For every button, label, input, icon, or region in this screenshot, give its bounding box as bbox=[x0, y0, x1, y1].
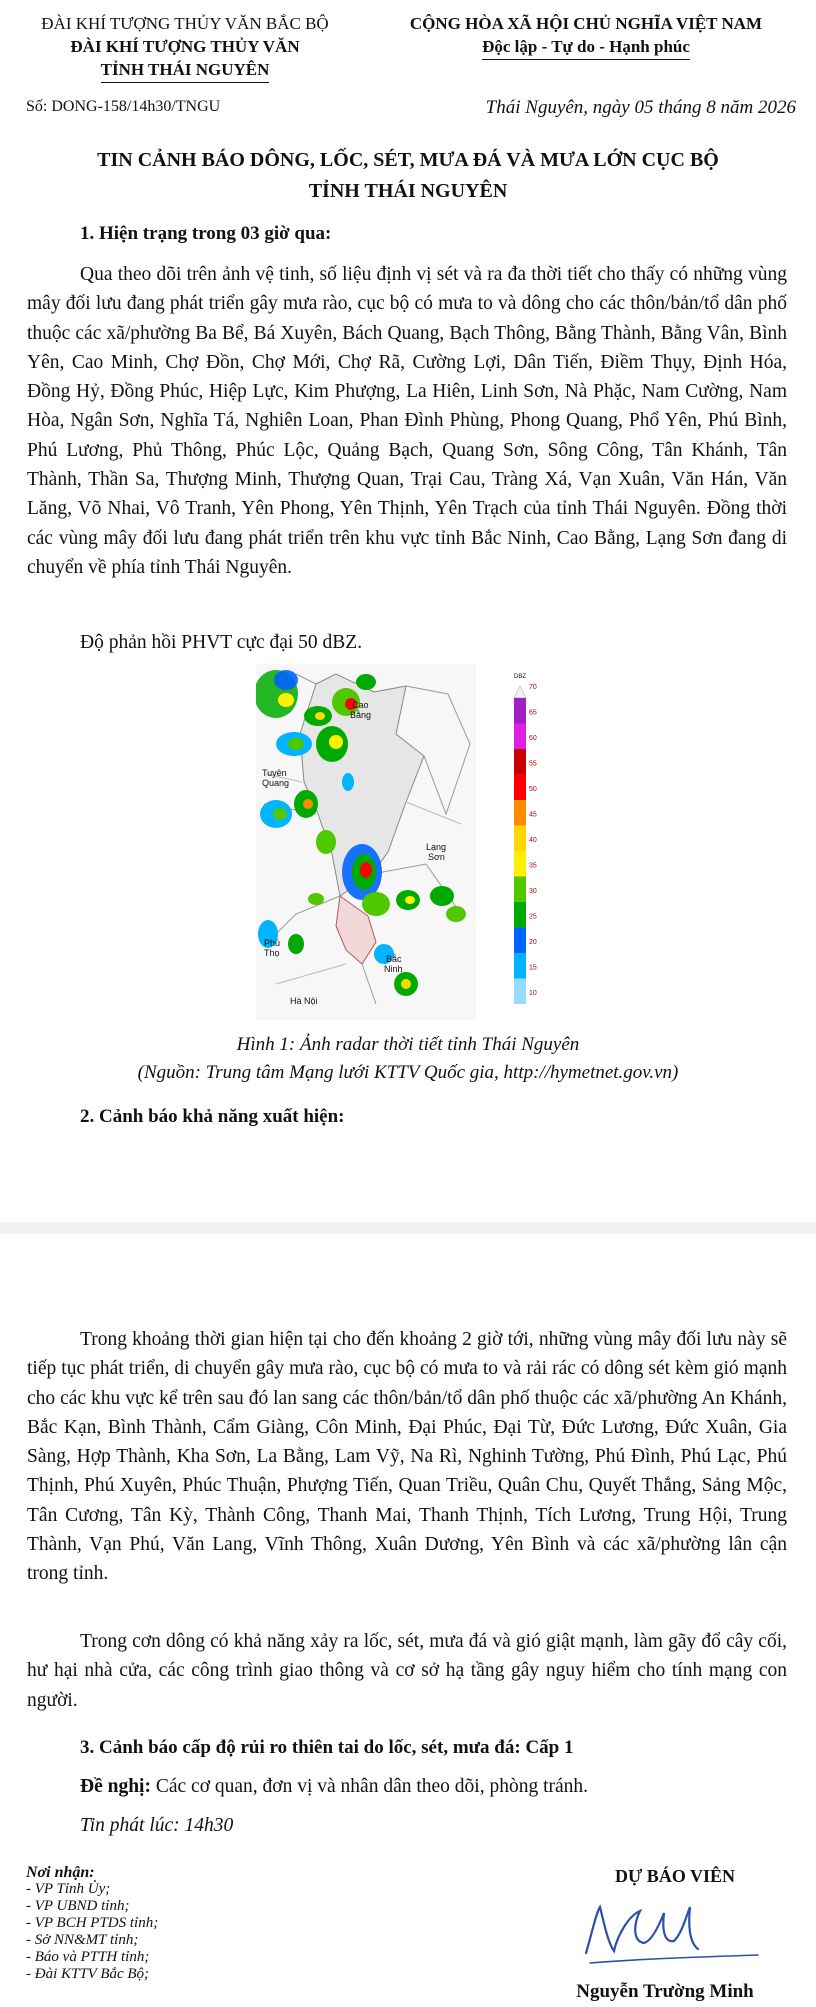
national-header bbox=[364, 12, 808, 60]
scale-label: 15 bbox=[529, 964, 537, 972]
scale-label: 35 bbox=[529, 862, 537, 870]
signature bbox=[578, 1893, 768, 1973]
label-phu-tho-1: Phú bbox=[264, 938, 281, 948]
label-lang-son-2: Sơn bbox=[428, 852, 445, 862]
scale-label: 55 bbox=[529, 760, 537, 768]
issuer-block bbox=[8, 12, 362, 83]
scale-unit: DBZ bbox=[514, 674, 526, 680]
figure-caption: Hình 1: Ảnh radar thời tiết tỉnh Thái Nguyên bbox=[236, 1034, 580, 1055]
recipient-item: - VP BCH PTDS tỉnh; bbox=[26, 1915, 159, 1931]
scale-swatch bbox=[514, 749, 526, 775]
recipients-label: Nơi nhận: bbox=[26, 1864, 95, 1881]
scale-label: 25 bbox=[529, 913, 537, 921]
forecaster-title: DỰ BÁO VIÊN bbox=[614, 1866, 735, 1886]
section2-paragraph2: Trong cơn dông có khả năng xảy ra lốc, sét, mưa đá và gió giật mạnh, làm gãy đổ cây cối, hư hại nhà cửa, các công trình giao thông và cơ sở hạ tầng gây nguy hiểm cho tính mạng con người. bbox=[27, 1631, 787, 1711]
scale-label: 30 bbox=[529, 888, 537, 895]
scale-label: 60 bbox=[529, 735, 537, 742]
scale-label: 50 bbox=[529, 786, 537, 793]
scale-swatch bbox=[514, 698, 526, 724]
scale-swatch bbox=[514, 928, 526, 954]
recipient-item: - Báo và PTTH tỉnh; bbox=[26, 1949, 150, 1965]
scale-swatch bbox=[514, 775, 526, 801]
document-title bbox=[0, 145, 816, 207]
section2-heading: 2. Cảnh báo khả năng xuất hiện: bbox=[80, 1106, 345, 1127]
scale-swatch bbox=[514, 851, 526, 877]
scale-label: 20 bbox=[529, 939, 537, 946]
recommendation bbox=[80, 1776, 588, 1798]
title-line1: TIN CẢNH BÁO DÔNG, LỐC, SÉT, MƯA ĐÁ VÀ MƯA LỚN CỤC BỘ bbox=[97, 149, 719, 171]
scale-label: 10 bbox=[529, 990, 537, 997]
section1-paragraph1: Qua theo dõi trên ảnh vệ tinh, số liệu định vị sét và ra đa thời tiết cho thấy có những vùng mây đối lưu đang phát triển gây mưa rào, cục bộ có mưa to và dông cho các thôn/bản/tổ dân phố thuộc các xã/phường Ba Bể, Bá Xuyên, Bách Quang, Bạch Thông, Bằng Thành, Bằng Vân, Bình Yên, Cao Minh, Chợ Đồn, Chợ Mới, Chợ Rã, Cường Lợi, Dân Tiến, Điềm Thụy, Định Hóa, Đồng Hỷ, Đồng Phúc, Hiệp Lực, Kim Phượng, La Hiên, Linh Sơn, Nà Phặc, Nam Cường, Nam Hòa, Ngân Sơn, Nghĩa Tá, Nghiên Loan, Phan Đình Phùng, Phong Quang, Phổ Yên, Phú Bình, Phú Lương, Phủ Thông, Phúc Lộc, Quảng Bạch, Quang Sơn, Sông Công, Tân Khánh, Tân Thành, Thần Sa, Thượng Minh, Thượng Quan, Trại Cau, Tràng Xá, Vạn Xuân, Văn Hán, Văn Lăng, Võ Nhai, Vô Tranh, Yên Phong, Yên Thịnh, Yên Trạch của tỉnh Thái Nguyên. Đồng thời các vùng mây đối lưu đang phát triển trên khu vực tỉnh Bắc Ninh, Cao Bằng, Lạng Sơn đang di chuyển về phía tỉnh Thái Nguyên. bbox=[27, 264, 787, 578]
scale-label: 70 bbox=[529, 684, 537, 691]
label-lang-son-1: Lạng bbox=[426, 842, 447, 852]
doc-number: Số: DONG-158/14h30/TNGU bbox=[26, 98, 221, 115]
scale-swatch bbox=[514, 953, 526, 979]
section2-paragraph1: Trong khoảng thời gian hiện tại cho đến khoảng 2 giờ tới, những vùng mây đối lưu này sẽ tiếp tục phát triển, di chuyển gây mưa rào, cục bộ có mưa to và rải rác có dông sét kèm gió mạnh cho các khu vực kể trên sau đó lan sang các thôn/bản/tổ dân phố thuộc các xã/phường An Khánh, Bắc Kạn, Bình Thành, Cẩm Giàng, Côn Minh, Đại Phúc, Đại Từ, Đức Lương, Đức Xuân, Gia Sàng, Hợp Thành, Kha Sơn, La Bằng, Lam Vỹ, Na Rì, Nghinh Tường, Phú Đình, Phú Lạc, Phú Thịnh, Phú Xuyên, Phúc Thuận, Phượng Tiến, Quan Triều, Quân Chu, Quyết Thắng, Sảng Mộc, Tân Cương, Tân Kỳ, Thành Công, Thanh Mai, Thanh Thịnh, Tích Lương, Trung Hội, Trung Thành, Vạn Phú, Văn Lang, Vĩnh Thông, Xuân Dương, Yên Bình và các xã/phường lân cận trong tỉnh. bbox=[27, 1329, 787, 1585]
date-line: Thái Nguyên, ngày 05 tháng 8 năm 2026 bbox=[485, 97, 796, 118]
label-bac-ninh-1: Bắc bbox=[386, 954, 402, 964]
section1-heading: 1. Hiện trạng trong 03 giờ qua: bbox=[80, 223, 332, 244]
country-name: CỘNG HÒA XÃ HỘI CHỦ NGHĨA VIỆT NAM bbox=[409, 14, 763, 33]
label-cao-bang-2: Bằng bbox=[350, 710, 372, 720]
org-name-line1: ĐÀI KHÍ TƯỢNG THỦY VĂN bbox=[70, 37, 300, 56]
recommendation-text: Các cơ quan, đơn vị và nhân dân theo dõi, phòng tránh. bbox=[150, 1776, 589, 1797]
scale-label: 45 bbox=[529, 811, 537, 819]
motto: Độc lập - Tự do - Hạnh phúc bbox=[482, 35, 690, 60]
recommendation-label: Đề nghị: bbox=[80, 1776, 151, 1797]
recipient-item: - VP UBND tỉnh; bbox=[26, 1898, 130, 1914]
recipients-block bbox=[26, 1864, 158, 1983]
scale-swatch bbox=[514, 877, 526, 903]
figure-source: (Nguồn: Trung tâm Mạng lưới KTTV Quốc gia, http://hymetnet.gov.vn) bbox=[137, 1062, 679, 1083]
recipient-item: - Sở NN&MT tỉnh; bbox=[26, 1932, 139, 1948]
scale-swatch bbox=[514, 724, 526, 750]
label-tuyen-quang-1: Tuyên bbox=[262, 768, 287, 778]
label-tuyen-quang-2: Quang bbox=[262, 778, 290, 788]
label-ha-noi: Hà Nội bbox=[290, 996, 318, 1006]
scale-swatch bbox=[514, 826, 526, 852]
radar-color-scale bbox=[514, 684, 537, 1004]
scale-swatch bbox=[514, 800, 526, 826]
label-cao-bang-1: Cao bbox=[352, 700, 369, 710]
parent-org: ĐÀI KHÍ TƯỢNG THỦY VĂN BẮC BỘ bbox=[41, 14, 329, 33]
scale-label: 40 bbox=[529, 837, 537, 844]
scale-swatch bbox=[514, 979, 526, 1005]
title-line2: TỈNH THÁI NGUYÊN bbox=[308, 180, 508, 202]
label-phu-tho-2: Thọ bbox=[264, 948, 280, 958]
radar-image bbox=[256, 664, 544, 1020]
page-separator bbox=[0, 1222, 816, 1234]
scale-swatch bbox=[514, 902, 526, 928]
scale-label: 65 bbox=[529, 709, 537, 717]
issued-time: Tin phát lúc: 14h30 bbox=[80, 1815, 234, 1836]
section1-paragraph2: Độ phản hồi PHVT cực đại 50 dBZ. bbox=[80, 632, 363, 653]
recipient-item: - Đài KTTV Bắc Bộ; bbox=[26, 1966, 150, 1982]
recipient-item: - VP Tỉnh Ủy; bbox=[26, 1881, 111, 1897]
org-name-line2: TỈNH THÁI NGUYÊN bbox=[101, 58, 270, 83]
section3-heading: 3. Cảnh báo cấp độ rủi ro thiên tai do lốc, sét, mưa đá: Cấp 1 bbox=[80, 1737, 574, 1758]
label-bac-ninh-2: Ninh bbox=[384, 964, 403, 974]
forecaster-name: Nguyễn Trường Minh bbox=[576, 1981, 754, 2002]
